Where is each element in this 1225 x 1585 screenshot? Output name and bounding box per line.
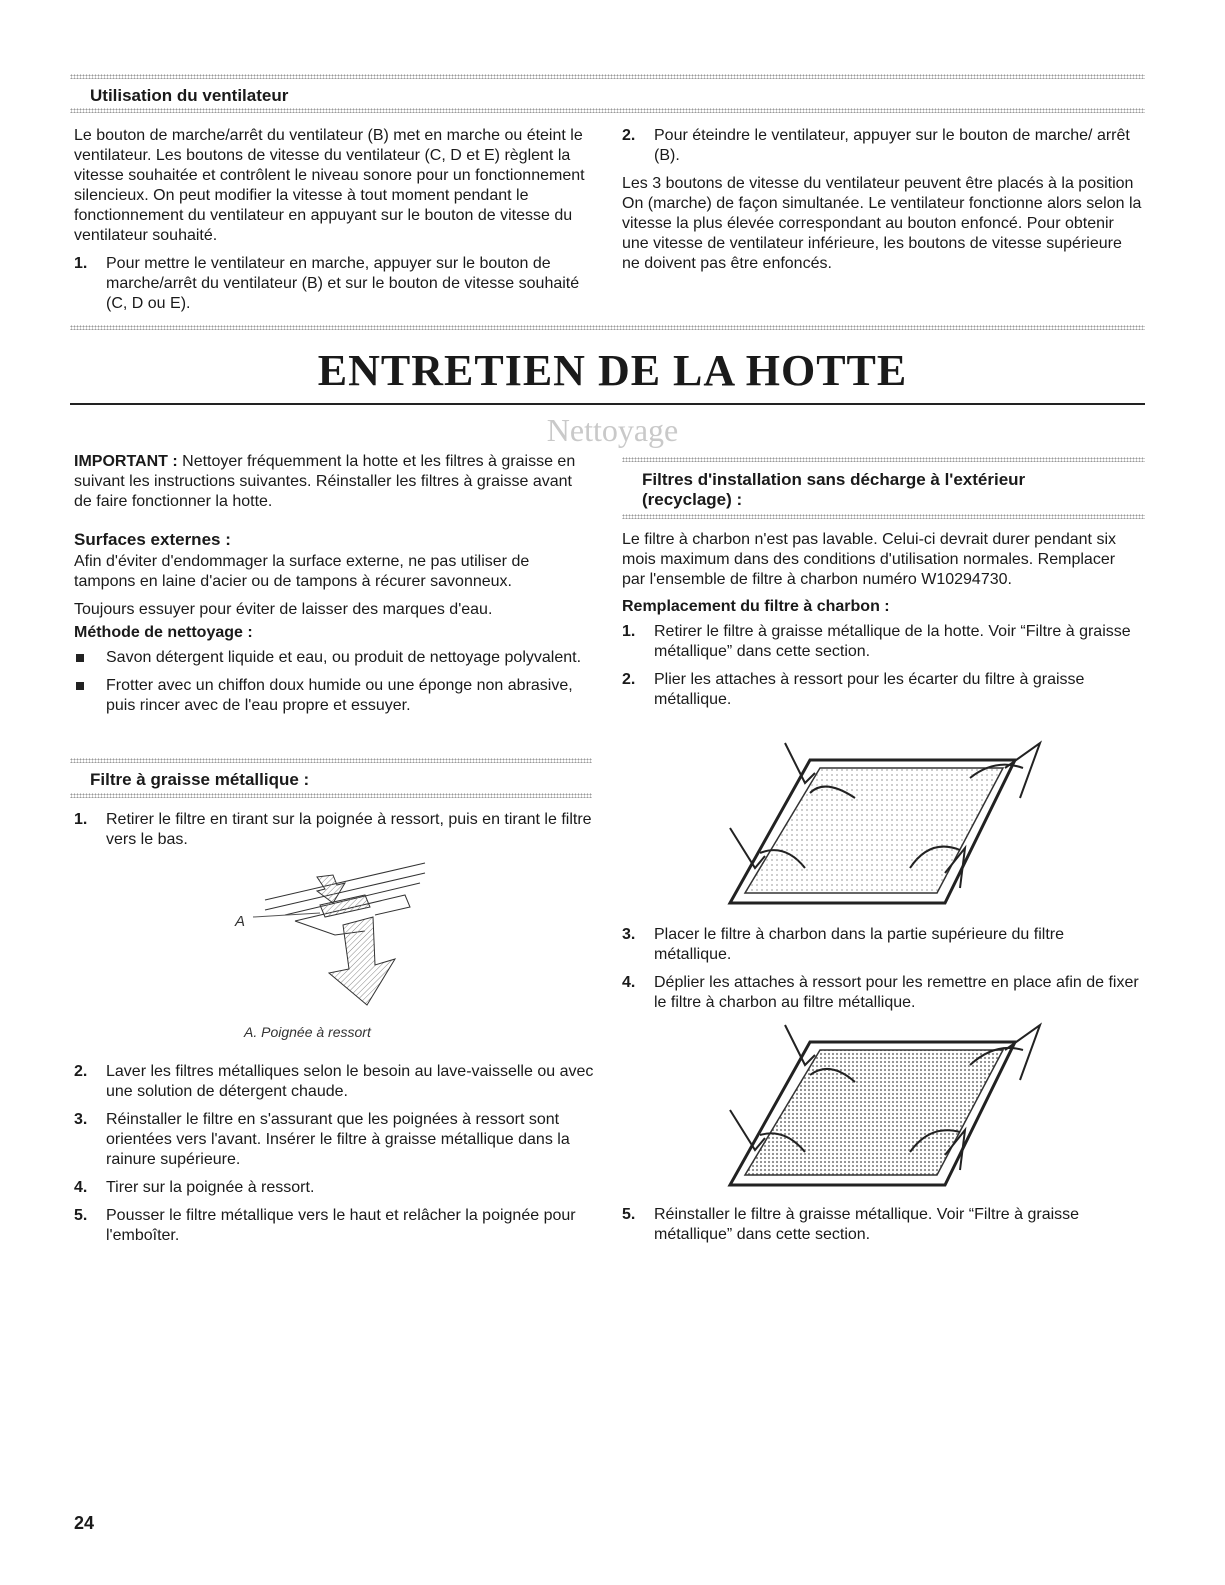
method-title: Méthode de nettoyage :	[74, 624, 253, 641]
fan-intro: Le bouton de marche/arrêt du ventilateur (B) met en marche ou éteint le ventilateur. Les boutons de vitesse du ventilateur (C, D et E) règlent la vitesse souhaitée et contrôlent le niveau sonore pour un fonctionnement silencieux. On peut modifier la vitesse à tout moment pendant le fonctionnement du ventilateur en appuyant sur le bouton de vitesse du ventilateur souhaité.	[74, 127, 585, 244]
fan-right-column	[622, 126, 1142, 274]
recycling-bottom-rule	[622, 514, 1145, 519]
figure-caption: A. Poignée à ressort	[244, 1024, 371, 1040]
filter-inner	[745, 768, 1003, 893]
recycling-top-rule	[622, 457, 1145, 462]
fan-left-column	[74, 126, 590, 322]
charcoal-filter-figure-1	[715, 738, 1055, 913]
method-bullet-2: Frotter avec un chiffon doux humide ou une éponge non abrasive, puis rincer avec de l'eau propre et essuyer.	[74, 676, 594, 716]
fan-note: Les 3 boutons de vitesse du ventilateur peuvent être placés à la position On (marche) de façon simultanée. Le ventilateur fonctionne alors selon la vitesse la plus élevée correspondant au bouton enfoncé. Pour obtenir une vitesse de ventilateur inférieure, les boutons de vitesse supérieure ne doivent pas être enfoncés.	[622, 175, 1142, 272]
recycling-block-c	[622, 1205, 1142, 1253]
main-title: ENTRETIEN DE LA HOTTE	[317, 346, 908, 395]
metal-filter-bottom-rule	[70, 793, 592, 798]
fan-step-2: 2. Pour éteindre le ventilateur, appuyer sur le bouton de marche/ arrêt (B).	[622, 127, 1130, 164]
surfaces-p1: Afin d'éviter d'endommager la surface externe, ne pas utiliser de tampons en laine d'acier ou de tampons à récurer savonneux.	[74, 553, 530, 590]
important-note: IMPORTANT : Nettoyer fréquemment la hotte et les filtres à graisse en suivant les instructions suivantes. Réinstaller les filtres à graisse avant de faire fonctionner la hotte.	[74, 453, 576, 510]
charcoal-filter-figure-2	[715, 1020, 1055, 1195]
metal-filter-title: Filtre à graisse métallique :	[90, 770, 310, 789]
top-dotted-rule	[70, 74, 1145, 79]
recycle-step-4: 4. Déplier les attaches à ressort pour les remettre en place afin de fixer le filtre à charbon au filtre métallique.	[622, 974, 1139, 1011]
subtitle: Nettoyage	[546, 412, 679, 448]
metal-step-1-block	[74, 810, 594, 858]
fan-title-rule	[70, 108, 1145, 113]
metal-step-4: 4. Tirer sur la poignée à ressort.	[74, 1179, 315, 1196]
method-bullet-1: Savon détergent liquide et eau, ou produit de nettoyage polyvalent.	[74, 648, 594, 668]
replace-title: Remplacement du filtre à charbon :	[622, 598, 890, 615]
surfaces-title: Surfaces externes :	[74, 530, 231, 549]
arrow-small-icon	[317, 875, 345, 903]
metal-step-1: 1. Retirer le filtre en tirant sur la poignée à ressort, puis en tirant le filtre vers le bas.	[74, 811, 592, 848]
fan-section-title: Utilisation du ventilateur	[90, 86, 289, 105]
recycle-step-1: 1. Retirer le filtre à graisse métallique de la hotte. Voir “Filtre à graisse métallique” dans cette section.	[622, 623, 1131, 660]
filter-inner	[745, 1050, 1003, 1175]
recycle-step-3: 3. Placer le filtre à charbon dans la partie supérieure du filtre métallique.	[622, 926, 1064, 963]
leader-line	[253, 913, 320, 917]
recycling-block-b	[622, 925, 1142, 1021]
recycle-step-5: 5. Réinstaller le filtre à graisse métallique. Voir “Filtre à graisse métallique” dans cette section.	[622, 1206, 1080, 1243]
recycling-p1: Le filtre à charbon n'est pas lavable. Celui-ci devrait durer pendant six mois maximum dans des conditions d'utilisation normales. Remplacer par l'ensemble de filtre à charbon numéro W10294730.	[622, 531, 1116, 588]
metal-step-3: 3. Réinstaller le filtre en s'assurant que les poignées à ressort sont orientées vers l'avant. Insérer le filtre à graisse métallique dans la rainure supérieure.	[74, 1111, 570, 1168]
surfaces-p2: Toujours essuyer pour éviter de laisser des marques d'eau.	[74, 601, 493, 618]
important-label: IMPORTANT :	[74, 453, 178, 470]
metal-step-5: 5. Pousser le filtre métallique vers le haut et relâcher la poignée pour l'emboîter.	[74, 1207, 576, 1244]
recycling-title: Filtres d'installation sans décharge à l'extérieur (recyclage) :	[642, 470, 1026, 509]
metal-steps-2-5	[74, 1062, 594, 1254]
page-number: 24	[74, 1513, 95, 1533]
recycling-block-a	[622, 530, 1142, 718]
figure-label-a: A	[235, 913, 246, 930]
main-title-rule	[70, 403, 1145, 405]
arrow-large-down-icon	[329, 917, 395, 1005]
metal-filter-top-rule	[70, 758, 592, 763]
recycle-step-2: 2. Plier les attaches à ressort pour les écarter du filtre à graisse métallique.	[622, 671, 1085, 708]
spring-handle-figure	[225, 855, 435, 1020]
fan-bottom-rule	[70, 325, 1145, 330]
fan-step-1: 1. Pour mettre le ventilateur en marche, appuyer sur le bouton de marche/arrêt du ventilateur (B) et sur le bouton de vitesse souhaité (C, D ou E).	[74, 255, 580, 312]
left-column	[74, 452, 594, 724]
metal-step-2: 2. Laver les filtres métalliques selon le besoin au lave-vaisselle ou avec une solution de détergent chaude.	[74, 1063, 594, 1100]
